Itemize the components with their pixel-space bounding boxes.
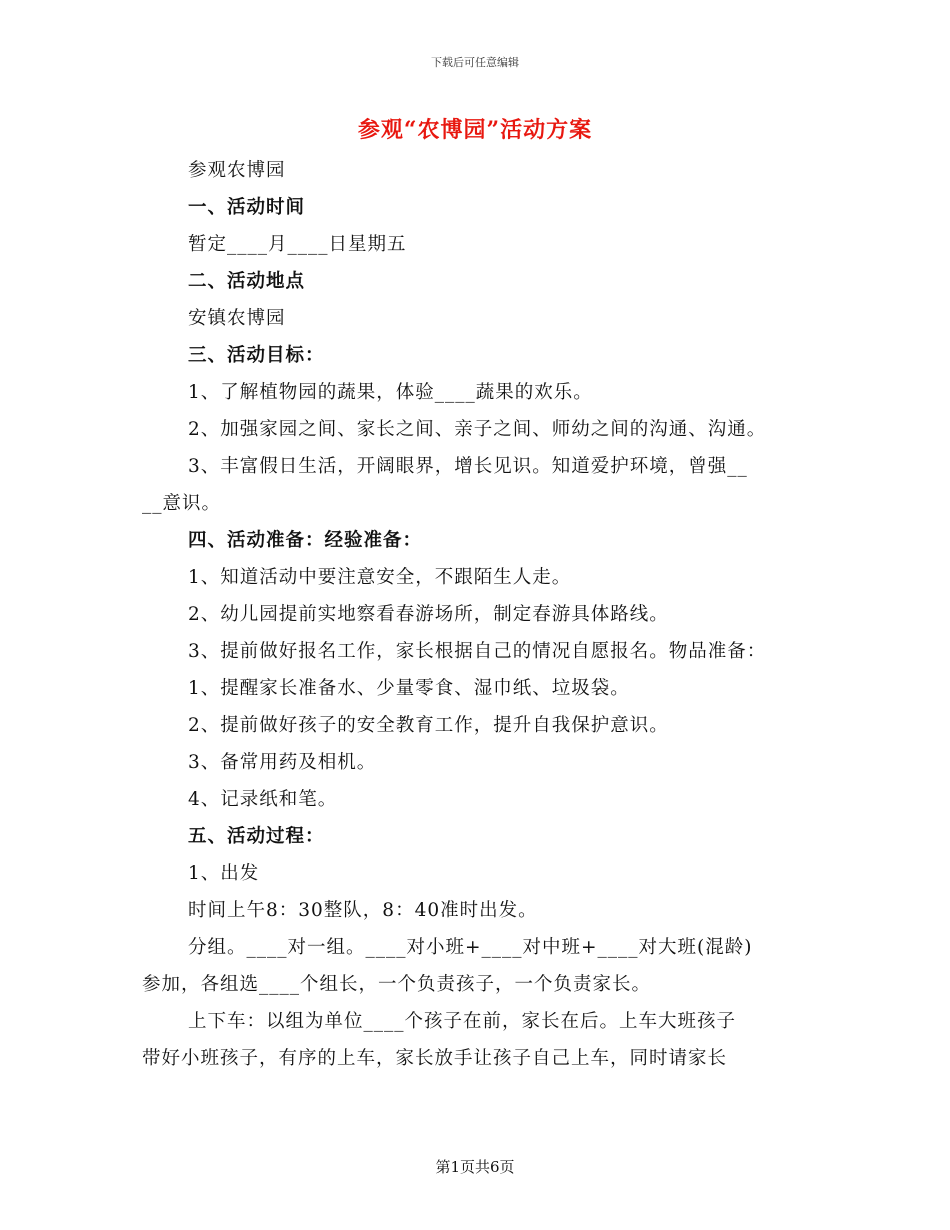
section-heading-time: 一、活动时间 bbox=[188, 197, 306, 218]
paragraph-line: 参加，各组选____个组长，一个负责孩子，一个负责家长。 bbox=[142, 974, 652, 995]
paragraph-line: 2、幼儿园提前实地察看春游场所，制定春游具体路线。 bbox=[188, 604, 669, 625]
section-heading-goals: 三、活动目标： bbox=[188, 345, 325, 366]
paragraph-line: 2、提前做好孩子的安全教育工作，提升自我保护意识。 bbox=[188, 715, 669, 736]
document-body bbox=[142, 152, 822, 1077]
document-title: 参观“农博园”活动方案 bbox=[357, 117, 593, 143]
section-heading-process: 五、活动过程： bbox=[188, 826, 325, 847]
paragraph-line: 安镇农博园 bbox=[188, 308, 286, 329]
paragraph-line: 4、记录纸和笔。 bbox=[188, 789, 338, 810]
paragraph-line: 分组。____对一组。____对小班+____对中班+____对大班(混龄) bbox=[188, 937, 753, 958]
paragraph-line: 时间上午8：30整队，8：40准时出发。 bbox=[188, 900, 538, 921]
section-heading-location: 二、活动地点 bbox=[188, 271, 306, 292]
paragraph-line: 1、出发 bbox=[188, 863, 260, 884]
page-footer: 第1页共6页 bbox=[435, 1158, 515, 1176]
paragraph-line: 暂定____月____日星期五 bbox=[188, 234, 407, 255]
paragraph-line: 1、提醒家长准备水、少量零食、湿巾纸、垃圾袋。 bbox=[188, 678, 630, 699]
paragraph-line: 带好小班孩子，有序的上车，家长放手让孩子自己上车，同时请家长 bbox=[142, 1048, 728, 1069]
paragraph-line: 3、备常用药及相机。 bbox=[188, 752, 377, 773]
subtitle-line: 参观农博园 bbox=[188, 160, 286, 181]
paragraph-line: 1、了解植物园的蔬果，体验____蔬果的欢乐。 bbox=[188, 382, 593, 403]
paragraph-line: 2、加强家园之间、家长之间、亲子之间、师幼之间的沟通、沟通。 bbox=[188, 419, 767, 440]
paragraph-line: 3、丰富假日生活，开阔眼界，增长见识。知道爱护环境，曾强__ bbox=[188, 456, 748, 477]
paragraph-line: 1、知道活动中要注意安全，不跟陌生人走。 bbox=[188, 567, 572, 588]
paragraph-line: __意识。 bbox=[142, 493, 222, 514]
page-header: 下载后可任意编辑 bbox=[431, 56, 519, 69]
paragraph-line: 3、提前做好报名工作，家长根据自己的情况自愿报名。物品准备： bbox=[188, 641, 767, 662]
paragraph-line: 上下车：以组为单位____个孩子在前，家长在后。上车大班孩子 bbox=[188, 1011, 737, 1032]
section-heading-preparation: 四、活动准备：经验准备： bbox=[188, 530, 423, 551]
